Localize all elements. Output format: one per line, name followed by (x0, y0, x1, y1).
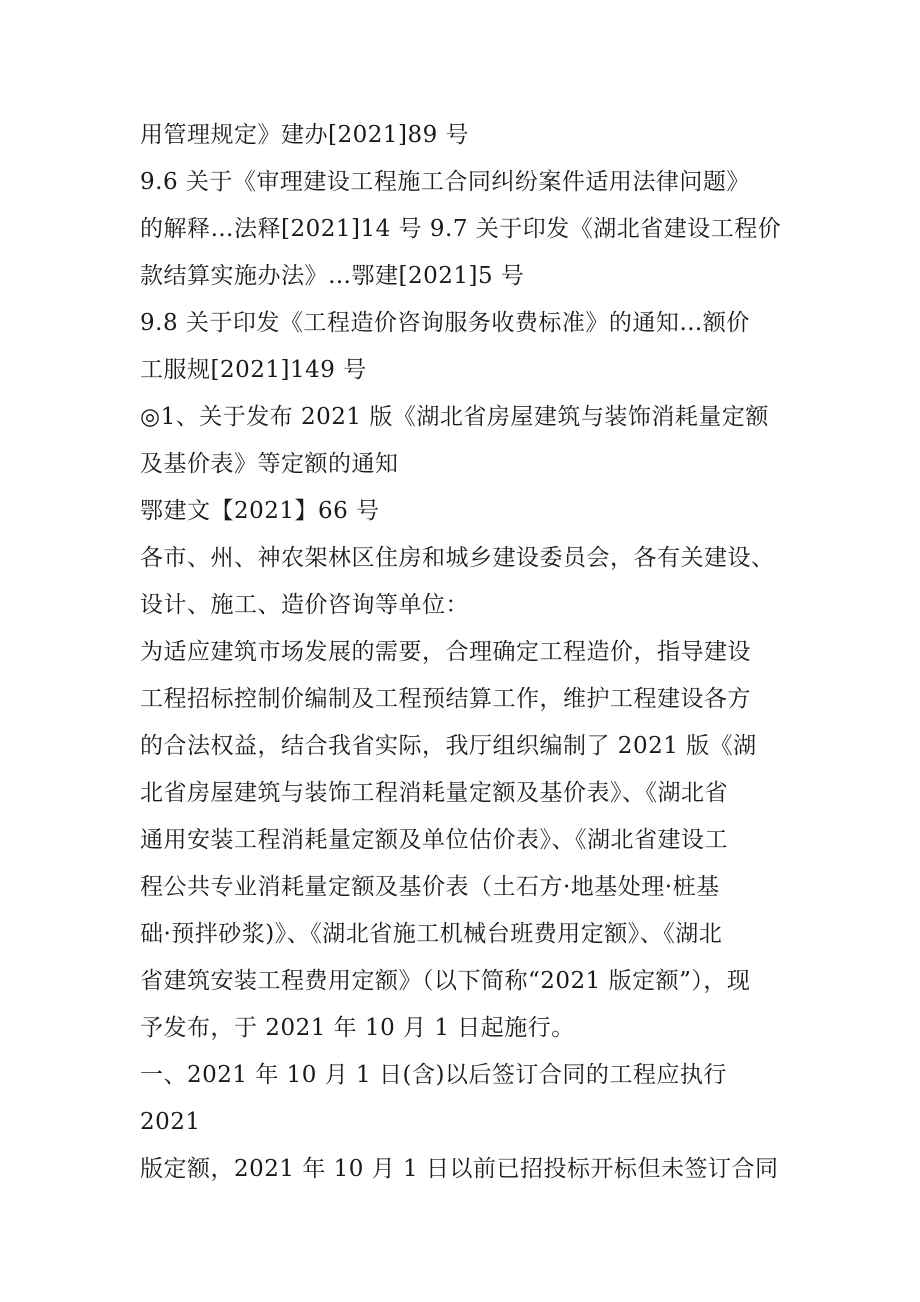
text-line: 北省房屋建筑与装饰工程消耗量定额及基价表》、《湖北省 (140, 780, 728, 806)
text-line: 的合法权益，结合我省实际，我厅组织编制了 2021 版《湖 (140, 733, 757, 759)
text-line: 为适应建筑市场发展的需要，合理确定工程造价，指导建设 (140, 639, 751, 665)
text-line: 各市、州、神农架林区住房和城乡建设委员会，各有关建设、 (140, 545, 775, 571)
document-number: 鄂建文【2021】66 号 (140, 498, 380, 524)
text-line: 一、2021 年 10 月 1 日(含)以后签订合同的工程应执行 2021 (140, 1062, 735, 1135)
text-line: 版定额，2021 年 10 月 1 日以前已招投标开标但未签订合同 (140, 1156, 779, 1182)
text-line: 款结算实施办法》…鄂建[2021]5 号 (140, 263, 525, 289)
text-line: 用管理规定》建办[2021]89 号 (140, 122, 470, 148)
text-line: 的解释…法释[2021]14 号 9.7 关于印发《湖北省建设工程价 (140, 216, 782, 242)
text-line: 省建筑安装工程费用定额》（以下简称“2021 版定额”），现 (140, 968, 751, 994)
text-line: 9.8 关于印发《工程造价咨询服务收费标准》的通知…额价 (140, 310, 750, 336)
text-line: 工服规[2021]149 号 (140, 357, 367, 383)
text-line: 通用安装工程消耗量定额及单位估价表》、《湖北省建设工 (140, 827, 728, 853)
text-line: 予发布，于 2021 年 10 月 1 日起施行。 (140, 1015, 575, 1041)
document-body (140, 112, 785, 1193)
text-line: 9.6 关于《审理建设工程施工合同纠纷案件适用法律问题》 (140, 169, 750, 195)
text-line: 设计、施工、造价咨询等单位： (140, 592, 469, 618)
text-line: 础·预拌砂浆)》、《湖北省施工机械台班费用定额》、《湖北 (140, 921, 723, 947)
section-heading: ◎1、关于发布 2021 版《湖北省房屋建筑与装饰消耗量定额 (140, 404, 769, 430)
section-heading: 及基价表》等定额的通知 (140, 451, 399, 477)
text-line: 程公共专业消耗量定额及基价表（土石方·地基处理·桩基 (140, 874, 720, 900)
text-line: 工程招标控制价编制及工程预结算工作，维护工程建设各方 (140, 686, 751, 712)
